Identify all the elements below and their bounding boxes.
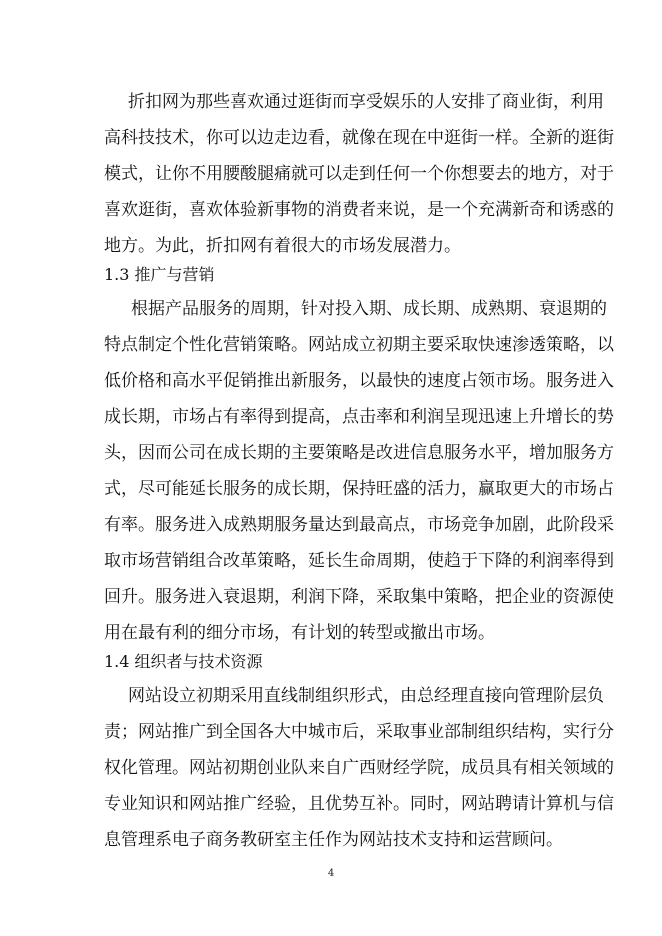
- paragraph-line: 头，因而公司在成长期的主要策略是改进信息服务水平，增加服务方: [104, 443, 614, 463]
- paragraph-line: 取市场营销组合改革策略，延长生命周期，使趋于下降的利润率得到: [104, 551, 614, 571]
- paragraph-line: 有率。服务进入成熟期服务量达到最高点，市场竞争加剧，此阶段采: [104, 515, 614, 535]
- paragraph-line: 用在最有利的细分市场，有计划的转型或撤出市场。: [104, 623, 495, 643]
- paragraph-line: 模式，让你不用腰酸腿痛就可以走到任何一个你想要去的地方，对于: [104, 164, 614, 184]
- paragraph-line: 高科技技术，你可以边走边看，就像在现在中逛街一样。全新的逛街: [104, 128, 614, 148]
- paragraph-line: 地方。为此，折扣网有着很大的市场发展潜力。: [104, 236, 461, 256]
- paragraph-line: 权化管理。网站初期创业队来自广西财经学院，成员具有相关领域的: [104, 758, 614, 778]
- paragraph-line: 式，尽可能延长服务的成长期，保持旺盛的活力，赢取更大的市场占: [104, 479, 614, 499]
- section-heading: 1.4 组织者与技术资源: [104, 652, 263, 671]
- paragraph-line: 专业知识和网站推广经验，且优势互补。同时，网站聘请计算机与信: [104, 794, 614, 814]
- paragraph-line: 责；网站推广到全国各大中城市后，采取事业部制组织结构，实行分: [104, 722, 614, 742]
- paragraph-line: 息管理系电子商务教研室主任作为网站技术支持和运营顾问。: [104, 830, 563, 850]
- paragraph-line: 折扣网为那些喜欢通过逛街而享受娱乐的人安排了商业街，利用: [128, 92, 604, 112]
- paragraph-line: 成长期，市场占有率得到提高，点击率和利润呈现迅速上升增长的势: [104, 407, 614, 427]
- section-heading: 1.3 推广与营销: [104, 265, 215, 284]
- paragraph-line: 特点制定个性化营销策略。网站成立初期主要采取快速渗透策略，以: [104, 335, 614, 355]
- paragraph-line: 根据产品服务的周期，针对投入期、成长期、成熟期、衰退期的: [131, 299, 607, 319]
- paragraph-line: 低价格和高水平促销推出新服务，以最快的速度占领市场。服务进入: [104, 371, 614, 391]
- page-number: 4: [327, 868, 335, 879]
- paragraph-line: 喜欢逛街，喜欢体验新事物的消费者来说，是一个充满新奇和诱惑的: [104, 200, 614, 220]
- paragraph-line: 回升。服务进入衰退期，利润下降，采取集中策略，把企业的资源使: [104, 587, 614, 607]
- paragraph-line: 网站设立初期采用直线制组织形式，由总经理直接向管理阶层负: [128, 686, 604, 706]
